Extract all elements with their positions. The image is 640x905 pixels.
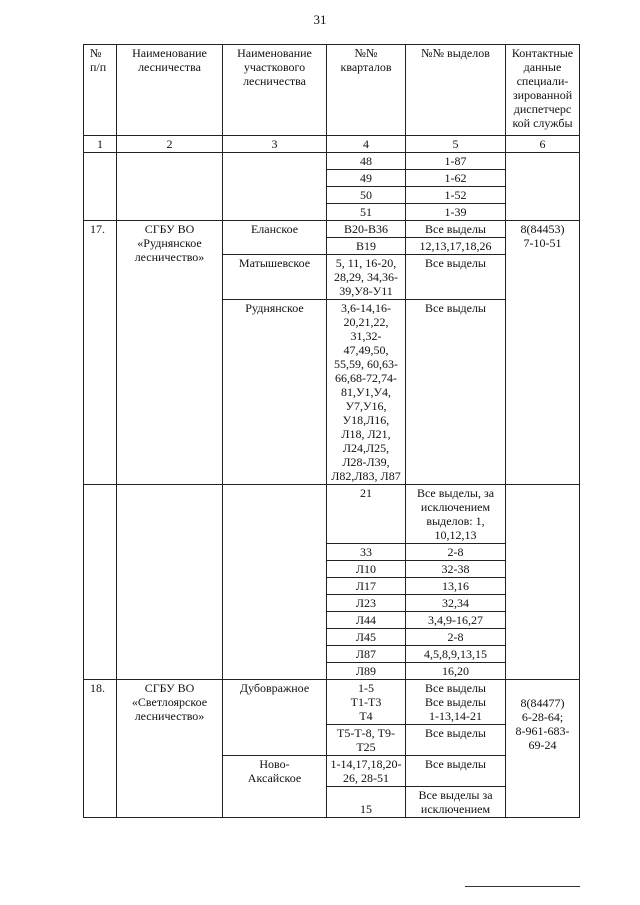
empty-cell xyxy=(117,153,223,221)
quarter-cell: Л17 xyxy=(327,578,406,595)
quarter-cell: 3,6-14,16- 20,21,22, 31,32- 47,49,50, 55,59, 60,63- 66,68-72,74- 81,У1,У4, У7,У16, У18,Л16, Л18, Л21, Л24,Л25, Л28-Л39, Л82,Л83, Л87 xyxy=(327,300,406,485)
quarter-cell: 51 xyxy=(327,204,406,221)
allotment-cell: 3,4,9-16,27 xyxy=(406,612,506,629)
empty-cell xyxy=(84,153,117,221)
quarter-cell: Л44 xyxy=(327,612,406,629)
allotment-cell: Все выделы xyxy=(406,221,506,238)
quarter-cell: 21 xyxy=(327,485,406,544)
quarter-cell: 15 xyxy=(327,787,406,818)
allotment-cell: 1-87 xyxy=(406,153,506,170)
quarter-cell: 5, 11, 16-20, 28,29, 34,36- 39,У8-У11 xyxy=(327,255,406,300)
column-number-row xyxy=(84,136,580,153)
allotment-cell: Все выделы, за исключением выделов: 1, 10,12,13 xyxy=(406,485,506,544)
allotment-cell: 12,13,17,18,26 xyxy=(406,238,506,255)
forestry-name: СГБУ ВО «Руднянское лесничество» xyxy=(117,221,223,485)
quarter-cell: 1-14,17,18,20- 26, 28-51 xyxy=(327,756,406,787)
district-name: Матышевское xyxy=(223,255,327,300)
header-col-num: № п/п xyxy=(84,45,117,136)
col-number: 5 xyxy=(406,136,506,153)
empty-cell xyxy=(84,485,117,680)
contact-cell: 8(84477) 6-28-64; 8-961-683- 69-24 xyxy=(506,680,580,818)
table-row xyxy=(84,680,580,725)
district-name: Еланское xyxy=(223,221,327,255)
allotment-cell: Все выделы xyxy=(406,725,506,756)
quarter-cell: 49 xyxy=(327,170,406,187)
quarter-cell: Л89 xyxy=(327,663,406,680)
col-number: 3 xyxy=(223,136,327,153)
allotment-cell: Все выделы за исключением xyxy=(406,787,506,818)
forestry-table xyxy=(83,44,580,818)
col-number: 1 xyxy=(84,136,117,153)
entry-number: 18. xyxy=(84,680,117,818)
table-row xyxy=(84,485,580,544)
empty-cell xyxy=(223,485,327,680)
allotment-cell: 1-39 xyxy=(406,204,506,221)
allotment-cell: 2-8 xyxy=(406,629,506,646)
header-col-forestry: Наименование лесничества xyxy=(117,45,223,136)
col-number: 2 xyxy=(117,136,223,153)
forestry-name: СГБУ ВО «Светлоярское лесничество» xyxy=(117,680,223,818)
allotment-cell: Все выделы xyxy=(406,300,506,485)
quarter-cell: В20-В36 xyxy=(327,221,406,238)
page-number: 31 xyxy=(313,12,327,27)
empty-cell xyxy=(117,485,223,680)
col-number: 6 xyxy=(506,136,580,153)
quarter-cell: 33 xyxy=(327,544,406,561)
allotment-cell: Все выделы xyxy=(406,255,506,300)
header-col-contacts: Контактные данные специали- зированной диспетчерс кой службы xyxy=(506,45,580,136)
quarter-cell: Л10 xyxy=(327,561,406,578)
quarter-cell: Л23 xyxy=(327,595,406,612)
quarter-cell: 50 xyxy=(327,187,406,204)
allotment-cell: 32,34 xyxy=(406,595,506,612)
allotment-cell: Все выделы xyxy=(406,756,506,787)
allotment-cell: 13,16 xyxy=(406,578,506,595)
table-header-row xyxy=(84,45,580,136)
district-name: Руднянское xyxy=(223,300,327,485)
allotment-cell: 2-8 xyxy=(406,544,506,561)
header-col-quarters: №№ кварталов xyxy=(327,45,406,136)
header-col-district: Наименование участкового лесничества xyxy=(223,45,327,136)
allotment-cell: 16,20 xyxy=(406,663,506,680)
allotment-cell: 1-52 xyxy=(406,187,506,204)
quarter-cell: 48 xyxy=(327,153,406,170)
table-row xyxy=(84,221,580,238)
empty-cell xyxy=(506,485,580,680)
empty-cell xyxy=(223,153,327,221)
quarter-cell: В19 xyxy=(327,238,406,255)
entry-number: 17. xyxy=(84,221,117,485)
district-name: Ново- Аксайское xyxy=(223,756,327,818)
quarter-cell: 1-5 Т1-Т3 Т4 xyxy=(327,680,406,725)
contact-cell: 8(84453) 7-10-51 xyxy=(506,221,580,485)
table-row xyxy=(84,153,580,170)
district-name: Дубовражное xyxy=(223,680,327,756)
footer-rule xyxy=(465,886,580,887)
quarter-cell: Т5-Т-8, Т9- Т25 xyxy=(327,725,406,756)
allotment-cell: 32-38 xyxy=(406,561,506,578)
quarter-cell: Л45 xyxy=(327,629,406,646)
empty-cell xyxy=(506,153,580,221)
allotment-cell: 4,5,8,9,13,15 xyxy=(406,646,506,663)
quarter-cell: Л87 xyxy=(327,646,406,663)
allotment-cell: Все выделы Все выделы 1-13,14-21 xyxy=(406,680,506,725)
allotment-cell: 1-62 xyxy=(406,170,506,187)
header-col-allotments: №№ выделов xyxy=(406,45,506,136)
col-number: 4 xyxy=(327,136,406,153)
